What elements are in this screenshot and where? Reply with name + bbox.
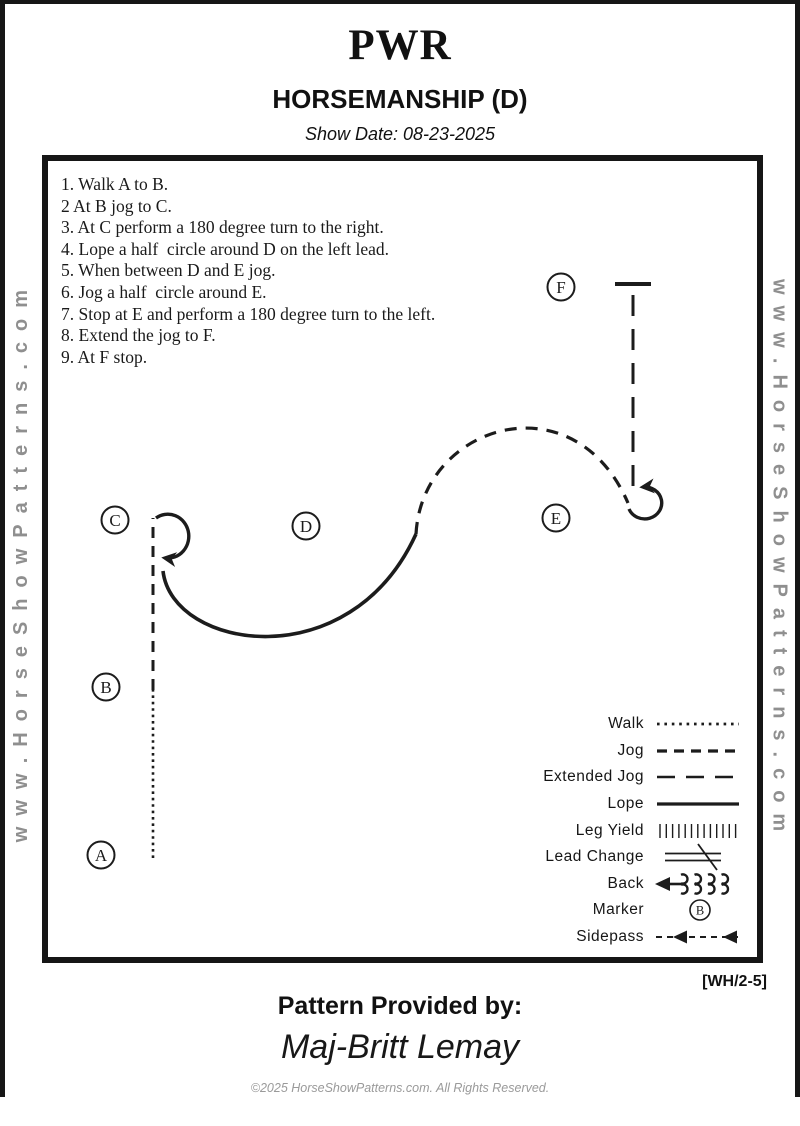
legend-row-marker <box>527 897 743 924</box>
course-marker-f <box>548 274 575 301</box>
legend-row-lead_change <box>527 844 743 871</box>
pattern-code: [WH/2-5] <box>702 973 767 990</box>
legend-label: Marker <box>592 901 644 919</box>
sidepass-symbol-icon <box>653 926 743 948</box>
legend-label: Lope <box>607 795 644 813</box>
watermark-left-text: www.HorseShowPatterns.com <box>9 279 32 843</box>
back-symbol-icon <box>653 873 743 895</box>
legend-label: Extended Jog <box>543 768 644 786</box>
lope-symbol-icon <box>653 793 743 815</box>
course-marker-a <box>88 842 115 869</box>
extended-jog-symbol-icon <box>653 766 743 788</box>
course-marker-c <box>102 507 129 534</box>
legend <box>527 711 743 950</box>
legend-row-leg_yield <box>527 817 743 844</box>
course-marker-d <box>293 513 320 540</box>
copyright: ©2025 HorseShowPatterns.com. All Rights Reserved. <box>250 1081 550 1095</box>
class-title: HORSEMANSHIP (D) <box>272 84 528 114</box>
instruction-line: 5. When between D and E jog. <box>61 260 276 281</box>
turn-right-loop <box>156 514 189 558</box>
svg-text:A: A <box>94 846 108 865</box>
watermark-right <box>759 158 799 964</box>
legend-label: Lead Change <box>545 848 644 866</box>
legend-row-back <box>527 871 743 898</box>
provided-by-label: Pattern Provided by: <box>277 992 523 1020</box>
legend-row-walk <box>527 711 743 738</box>
svg-text:C: C <box>109 511 121 530</box>
instruction-line: 8. Extend the jog to F. <box>61 325 216 346</box>
provider-name: Maj-Britt Lemay <box>280 1028 520 1066</box>
show-date: Show Date: 08-23-2025 <box>304 124 496 144</box>
legend-label: Leg Yield <box>575 821 644 839</box>
instruction-line: 3. At C perform a 180 degree turn to the right. <box>61 217 384 238</box>
watermark-left <box>1 158 41 964</box>
watermark-right-text: www.HorseShowPatterns.com <box>768 279 791 843</box>
marker-symbol-icon <box>653 899 743 921</box>
svg-text:B: B <box>100 678 112 697</box>
instruction-list <box>61 174 531 368</box>
legend-label: Walk <box>608 715 644 733</box>
svg-text:B: B <box>695 903 705 918</box>
lope-curve <box>163 534 416 637</box>
course-marker-e <box>543 505 570 532</box>
legend-label: Sidepass <box>576 928 644 946</box>
walk-symbol-icon <box>653 713 743 735</box>
instruction-line: 9. At F stop. <box>61 346 148 367</box>
svg-text:E: E <box>550 509 562 528</box>
turn-left-loop <box>629 487 662 519</box>
jog-symbol-icon <box>653 740 743 762</box>
course-marker-b <box>93 674 120 701</box>
leg-yield-symbol-icon <box>653 820 743 842</box>
legend-row-extended_jog <box>527 764 743 791</box>
jog-curve <box>416 428 628 534</box>
instruction-line: 7. Stop at E and perform a 180 degree turn to the left. <box>61 303 436 324</box>
instruction-line: 4. Lope a half circle around D on the left lead. <box>61 238 389 259</box>
legend-row-sidepass <box>527 924 743 951</box>
legend-row-jog <box>527 738 743 765</box>
legend-label: Back <box>607 874 644 892</box>
lead-change-symbol-icon <box>653 846 743 868</box>
instruction-line: 6. Jog a half circle around E. <box>61 281 267 302</box>
svg-text:D: D <box>299 517 313 536</box>
svg-text:F: F <box>556 278 566 297</box>
legend-row-lope <box>527 791 743 818</box>
instruction-line: 2 At B jog to C. <box>61 195 172 216</box>
arena-box <box>42 155 763 963</box>
instruction-line: 1. Walk A to B. <box>61 174 169 194</box>
page-title: PWR <box>348 22 452 69</box>
legend-label: Jog <box>617 741 644 759</box>
